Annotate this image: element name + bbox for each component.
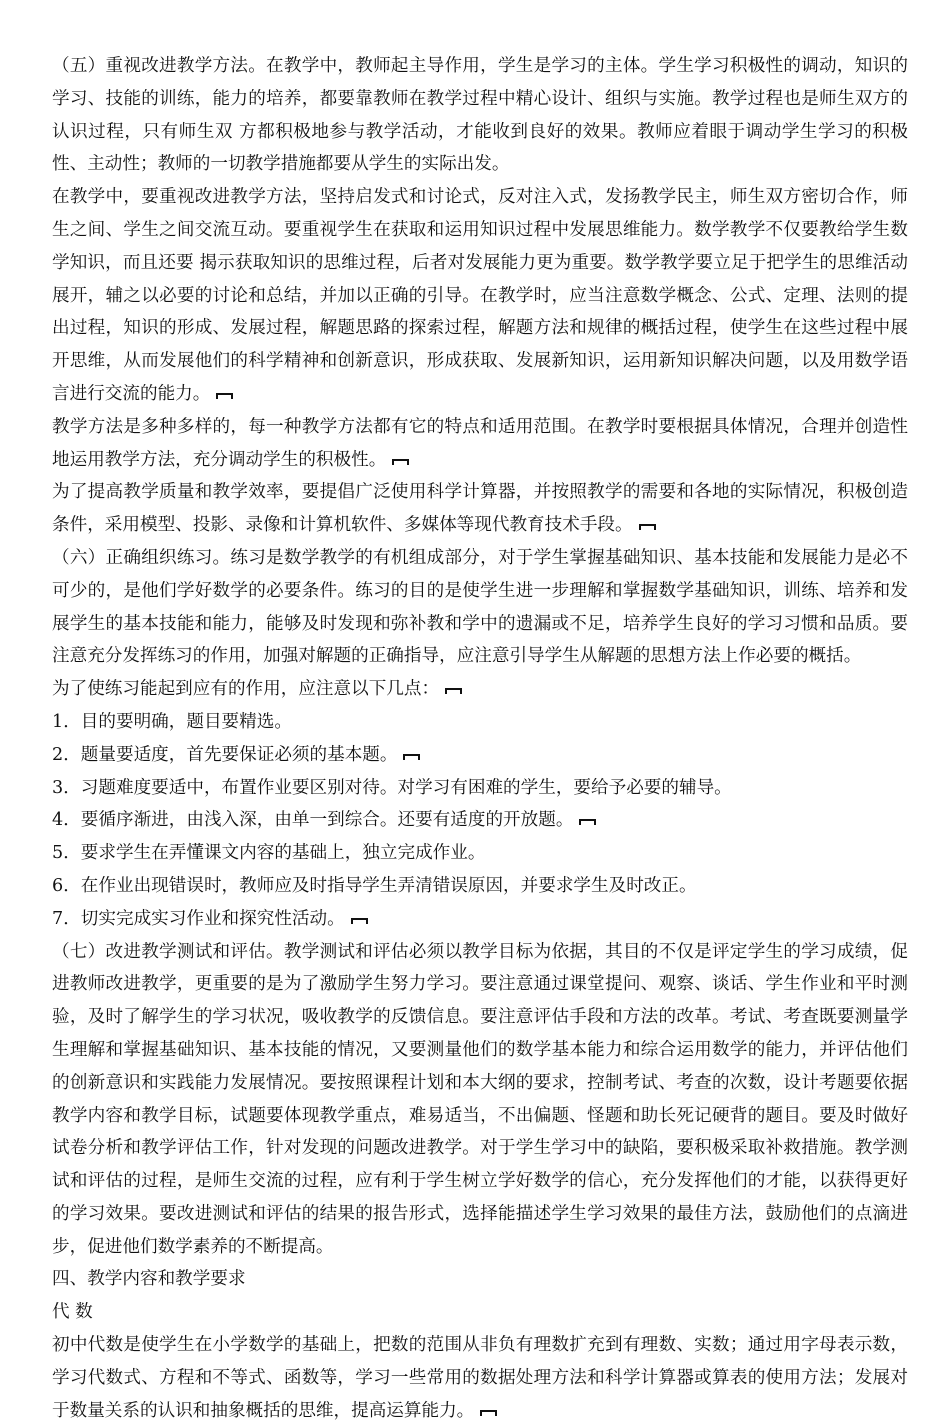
algebra-paragraph: 初中代数是使学生在小学数学的基础上，把数的范围从非负有理数扩充到有理数、实数；通过用字母表示数，学习代数式、方程和不等式、函数等，学习一些常用的数据处理方法和科学计算器或算表的使用方法；发展对于数量关系的认识和抽象概括的思维，提高运算能力。	[52, 1335, 908, 1421]
paragraph-mark-icon	[403, 752, 420, 761]
list-item: 5．要求学生在弄懂课文内容的基础上，独立完成作业。	[52, 843, 486, 864]
paragraph-mark-icon	[216, 391, 233, 400]
paragraph-mark-icon	[351, 916, 368, 925]
paragraph-mark-icon	[392, 457, 409, 466]
algebra-heading: 代 数	[52, 1302, 93, 1323]
section-7-paragraph: （七）改进教学测试和评估。教学测试和评估必须以教学目标为依据，其目的不仅是评定学生的学习成绩，促进教师改进教学，更重要的是为了激励学生努力学习。要注意通过课堂提问、观察、谈话、学生作业和平时测验，及时了解学生的学习状况，吸收教学的反馈信息。要注意评估手段和方法的改革。考试、考查既要测量学生理解和掌握基础知识、基本技能的情况，又要测量他们的数学基本能力和综合运用数学的能力，并评估他们的创新意识和实践能力发展情况。要按照课程计划和本大纲的要求，控制考试、考查的次数，设计考题要依据教学内容和教学目标，试题要体现教学重点，难易适当，不出偏题、怪题和助长死记硬背的题目。要及时做好试卷分析和教学评估工作，针对发现的问题改进教学。对于学生学习中的缺陷，要积极采取补救措施。教学测试和评估的过程，是师生交流的过程，应有利于学生树立学好数学的信心，充分发挥他们的才能，以获得更好的学习效果。要改进测试和评估的结果的报告形式，选择能描述学生学习效果的最佳方法，鼓励他们的点滴进步，促进他们数学素养的不断提高。	[52, 941, 908, 1257]
list-item: 3．习题难度要适中，布置作业要区别对待。对学习有困难的学生，要给予必要的辅导。	[52, 777, 732, 798]
list-item: 6．在作业出现错误时，教师应及时指导学生弄清错误原因，并要求学生及时改正。	[52, 875, 697, 896]
section-4-heading: 四、教学内容和教学要求	[52, 1269, 246, 1290]
section-5-paragraph: 为了提高教学质量和教学效率，要提倡广泛使用科学计算器，并按照教学的需要和各地的实际情况，积极创造条件，采用模型、投影、录像和计算机软件、多媒体等现代教育技术手段。	[52, 482, 908, 536]
list-item: 7．切实完成实习作业和探究性活动。	[52, 903, 908, 936]
document-page	[52, 50, 908, 1427]
section-6-paragraph: （六）正确组织练习。练习是数学教学的有机组成部分，对于学生掌握基础知识、基本技能和发展能力是必不可少的，是他们学好数学的必要条件。练习的目的是使学生进一步理解和掌握数学基础知识，训练、培养和发展学生的基本技能和能力，能够及时发现和弥补教和学中的遗漏或不足，培养学生良好的学习习惯和品质。要注意充分发挥练习的作用，加强对解题的正确指导，应注意引导学生从解题的思想方法上作必要的概括。	[52, 547, 908, 667]
list-item: 4．要循序渐进，由浅入深，由单一到综合。还要有适度的开放题。	[52, 804, 908, 837]
list-item: 2．题量要适度，首先要保证必须的基本题。	[52, 739, 908, 772]
section-5-paragraph: 教学方法是多种多样的，每一种教学方法都有它的特点和适用范围。在教学时要根据具体情况，合理并创造性地运用教学方法，充分调动学生的积极性。	[52, 416, 908, 470]
paragraph-mark-icon	[480, 1408, 497, 1417]
list-item: 1．目的要明确，题目要精选。	[52, 711, 292, 732]
section-5-paragraph: （五）重视改进教学方法。在教学中，教师起主导作用，学生是学习的主体。学生学习积极性的调动，知识的学习、技能的训练，能力的培养，都要靠教师在教学过程中精心设计、组织与实施。教学过程也是师生双方的认识过程，只有师生双 方都积极地参与教学活动，才能收到良好的效果。教师应着眼于调动学生学习的积极性、主动性；教师的一切教学措施都要从学生的实际出发。	[52, 56, 908, 175]
paragraph-mark-icon	[639, 522, 656, 531]
section-6-intro: 为了使练习能起到应有的作用，应注意以下几点：	[52, 673, 908, 706]
paragraph-mark-icon	[579, 817, 596, 826]
paragraph-mark-icon	[445, 686, 462, 695]
section-5-paragraph: 在教学中，要重视改进教学方法，坚持启发式和讨论式，反对注入式，发扬教学民主，师生双方密切合作，师生之间、学生之间交流互动。要重视学生在获取和运用知识过程中发展思维能力。数学教学不仅要教给学生数学知识，而且还要 揭示获取知识的思维过程，后者对发展能力更为重要。数学教学要立足于把学生的思维活动展开，辅之以必要的讨论和总结，并加以正确的引导。在教学时，应当注意数学概念、公式、定理、法则的提出过程，知识的形成、发展过程，解题思路的探索过程，解题方法和规律的概括过程，使学生在这些过程中展开思维，从而发展他们的科学精神和创新意识，形成获取、发展新知识，运用新知识解决问题，以及用数学语言进行交流的能力。	[52, 187, 908, 404]
